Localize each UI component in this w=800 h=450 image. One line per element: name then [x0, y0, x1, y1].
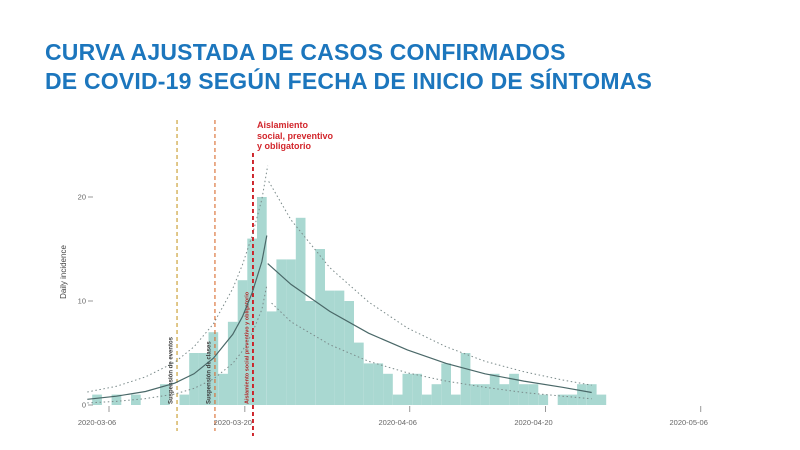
incidence-bar-2020-04-06 [393, 395, 403, 405]
incidence-bar-2020-03-25 [276, 259, 286, 405]
incidence-bar-2020-03-29 [315, 249, 325, 405]
incidence-bar-2020-04-14 [470, 384, 480, 405]
incidence-bar-2020-04-12 [451, 395, 461, 405]
incidence-bar-2020-04-19 [519, 384, 529, 405]
incidence-bar-2020-03-23 [257, 197, 267, 405]
incidence-bar-2020-04-15 [480, 384, 490, 405]
incidence-bar-2020-03-19 [218, 374, 228, 405]
aspo-annotation-line3: y obligatorio [257, 141, 311, 152]
incidence-bar-2020-04-01 [344, 301, 354, 405]
incidence-bar-2020-04-17 [500, 384, 510, 405]
incidence-bar-2020-04-25 [577, 384, 587, 405]
incidence-bar-2020-04-20 [529, 384, 539, 405]
incidence-bar-2020-03-06 [92, 395, 102, 405]
x-tick-label-2020-04-20: 2020-04-20 [514, 418, 553, 427]
incidence-bar-2020-04-09 [422, 395, 432, 405]
incidence-bar-2020-04-05 [383, 374, 393, 405]
incidence-bar-2020-04-13 [461, 353, 471, 405]
page-title-line1: CURVA AJUSTADA DE CASOS CONFIRMADOS [45, 39, 566, 65]
incidence-bar-2020-04-11 [441, 363, 451, 405]
incidence-bar-2020-04-21 [538, 395, 548, 405]
x-tick-label-2020-03-06: 2020-03-06 [77, 418, 117, 427]
incidence-bar-2020-04-26 [587, 384, 597, 405]
incidence-bar-2020-03-27 [296, 218, 306, 405]
vline-label-clases: Suspensión de clases [206, 341, 213, 404]
incidence-bar-2020-03-16 [189, 353, 199, 405]
incidence-bar-2020-03-24 [267, 311, 277, 405]
page-title-line2: DE COVID-19 SEGÚN FECHA DE INICIO DE SÍNTOMAS [45, 68, 653, 95]
vline-label-eventos: Suspensión de eventos [168, 336, 175, 404]
vline-label-aspo: Aislamiento social preventivo y obligatorio [244, 291, 251, 404]
incidence-bar-2020-04-08 [412, 374, 422, 405]
aspo-annotation-line1: Aislamiento [257, 120, 309, 130]
incidence-bar-2020-03-28 [306, 301, 316, 405]
incidence-bar-2020-04-02 [354, 343, 364, 405]
incidence-bar-2020-04-27 [597, 395, 607, 405]
y-tick-label-20: 20 [77, 192, 86, 202]
x-tick-label-2020-04-06: 2020-04-06 [378, 418, 417, 427]
x-tick-label-2020-03-20: 2020-03-20 [213, 418, 252, 427]
incidence-bar-2020-04-04 [373, 363, 383, 405]
aspo-annotation-line2: social, preventivo [257, 130, 334, 141]
incidence-bar-2020-04-24 [567, 395, 577, 405]
y-axis-label: Daily incidence [59, 245, 68, 299]
y-tick-label-0: 0 [81, 400, 86, 410]
incidence-bar-2020-04-10 [432, 384, 442, 405]
incidence-bar-2020-04-03 [364, 363, 374, 405]
y-tick-label-10: 10 [77, 296, 86, 306]
x-tick-label-2020-05-06: 2020-05-06 [669, 418, 708, 427]
incidence-bar-2020-03-30 [325, 291, 335, 405]
incidence-bar-2020-04-07 [403, 374, 413, 405]
incidence-bar-2020-03-15 [180, 395, 190, 405]
